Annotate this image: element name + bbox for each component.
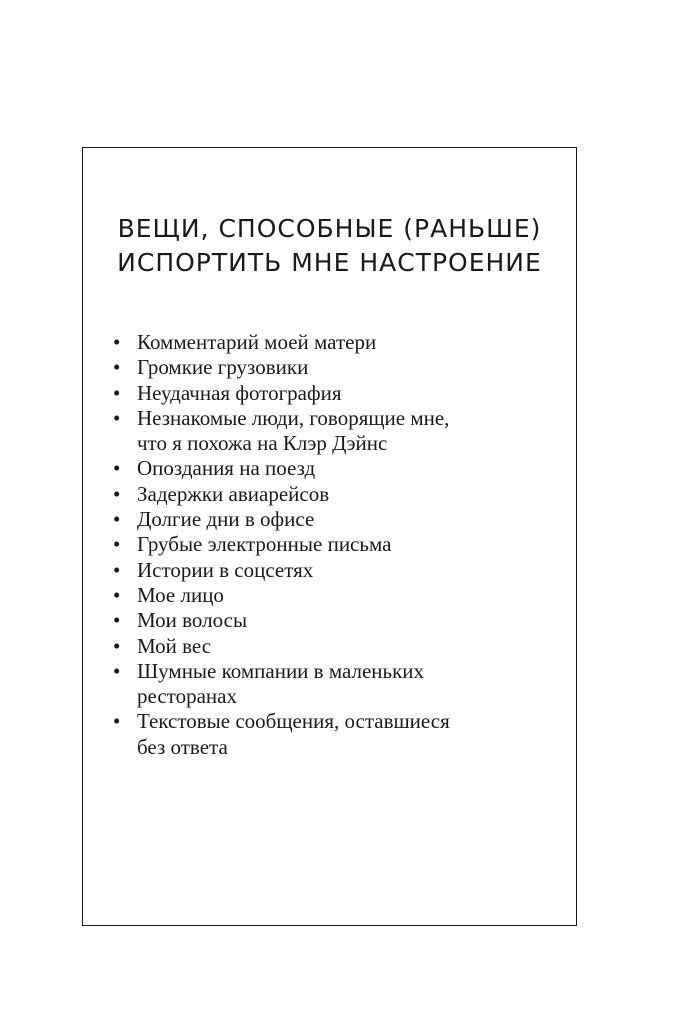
list-item: • Мои волосы [113, 608, 553, 633]
list-item: • Задержки авиарейсов [113, 482, 553, 507]
list-item: • Комментарий моей матери [113, 330, 553, 355]
list-item: • Незнакомые люди, говорящие мне, что я похожа на Клэр Дэйнс [113, 406, 553, 457]
bullet-list [113, 330, 553, 760]
box-title-line-2: ИСПОРТИТЬ МНЕ НАСТРОЕНИЕ [117, 248, 542, 277]
list-item: • Мой вес [113, 634, 553, 659]
list-item: • Опоздания на поезд [113, 456, 553, 481]
list-item: • Грубые электронные письма [113, 532, 553, 557]
box-title [83, 212, 576, 280]
box-title-line-1: ВЕЩИ, СПОСОБНЫЕ (РАНЬШЕ) [117, 214, 542, 243]
list-item: • Неудачная фотография [113, 381, 553, 406]
list-item: • Мое лицо [113, 583, 553, 608]
boxed-list-frame [82, 147, 577, 926]
list-item: • Долгие дни в офисе [113, 507, 553, 532]
list-item: • Громкие грузовики [113, 355, 553, 380]
list-item: • Текстовые сообщения, оставшиеся без ответа [113, 709, 553, 760]
list-item: • Шумные компании в маленьких ресторанах [113, 659, 553, 710]
list-item: • Истории в соцсетях [113, 558, 553, 583]
